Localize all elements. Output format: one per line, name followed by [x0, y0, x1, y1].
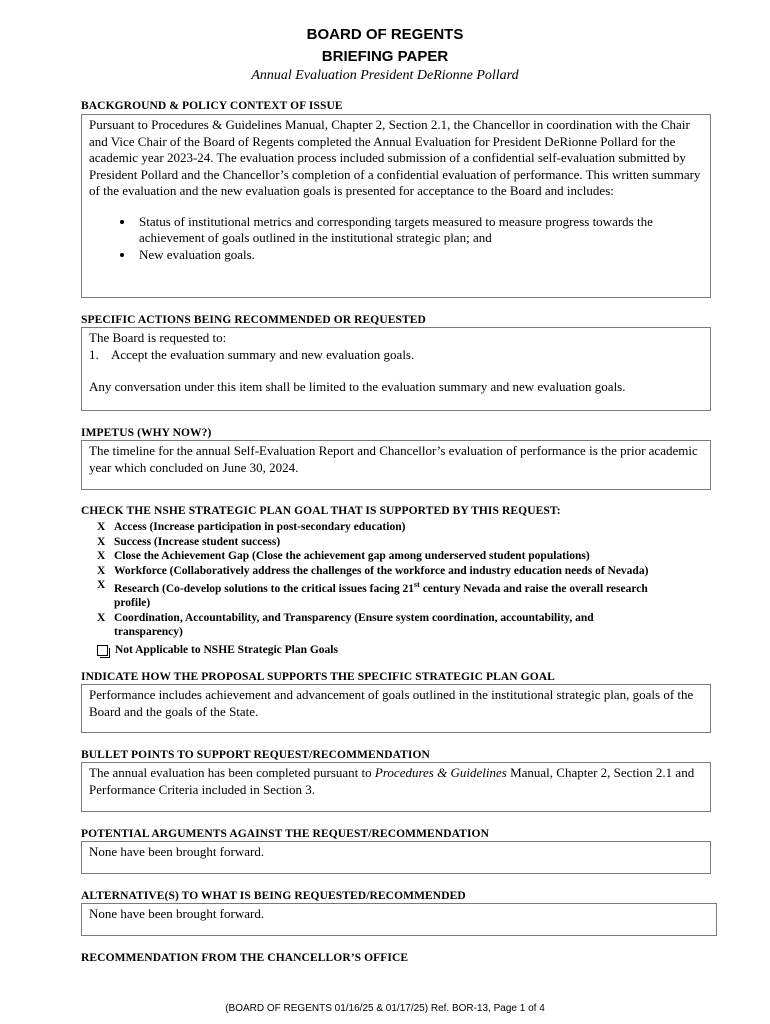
goal-check-mark: X: [97, 611, 106, 624]
item-text: Accept the evaluation summary and new evaluation goals.: [111, 346, 415, 362]
actions-intro: The Board is requested to:: [89, 330, 227, 345]
alternatives-heading: ALTERNATIVE(S) TO WHAT IS BEING REQUESTED/RECOMMENDED: [81, 890, 466, 902]
goal-not-applicable: Not Applicable to NSHE Strategic Plan Goals: [97, 643, 717, 658]
goal-research: X Research (Co-develop solutions to the critical issues facing 21st century Nevada and raise the overall research profile): [97, 579, 648, 610]
background-heading: BACKGROUND & POLICY CONTEXT OF ISSUE: [81, 100, 343, 112]
bullet-item: • Status of institutional metrics and corresponding targets measured to measure progress towards the achievement of goals outlined in the institutional strategic plan; and: [135, 214, 703, 247]
goal-check-mark: X: [97, 550, 106, 562]
goal-workforce: X Workforce (Collaboratively address the challenges of the workforce and industry education needs of Nevada): [97, 564, 649, 577]
background-paragraph: Pursuant to Procedures & Guidelines Manual, Chapter 2, Section 2.1, the Chancellor in coordination with the Chair and Vice Chair of the Board of Regents completed the Annual Evaluation for President DeRionne Pollard for the academic year 2023-24. The evaluation process included submission of a confidential self-evaluation submitted by President Pollard and the Chancellor’s completion of a confidential evaluation of performance. This written summary of the evaluation and the new evaluation goals is presented for acceptance to the Board and includes:: [89, 117, 701, 198]
alternatives-box: [81, 903, 717, 936]
arguments-text: None have been brought forward.: [89, 844, 265, 859]
page-footer: (BOARD OF REGENTS 01/16/25 & 01/17/25) Ref. BOR-13, Page 1 of 4: [225, 1003, 545, 1014]
arguments-box: [81, 841, 711, 874]
actions-heading: SPECIFIC ACTIONS BEING RECOMMENDED OR REQUESTED: [81, 314, 426, 326]
actions-item: [89, 347, 703, 364]
strategic-goals-list: [97, 520, 717, 657]
goal-success: X Success (Increase student success): [97, 535, 281, 548]
bullet-item: • New evaluation goals.: [135, 247, 703, 264]
goal-check-mark: X: [97, 579, 106, 591]
background-bullet-list: [89, 214, 703, 264]
bullet-points-heading: BULLET POINTS TO SUPPORT REQUEST/RECOMMENDATION: [81, 749, 430, 761]
goal-check-mark: X: [97, 564, 106, 577]
goal-access: X Access (Increase participation in post-secondary education): [97, 521, 406, 533]
impetus-heading: IMPETUS (WHY NOW?): [81, 427, 212, 439]
impetus-text: The timeline for the annual Self-Evaluation Report and Chancellor’s evaluation of performance is the prior academic year which concluded on June 30, 2024.: [89, 443, 698, 475]
document-title: BOARD OF REGENTS: [306, 26, 464, 43]
document-subtitle: Annual Evaluation President DeRionne Pollard: [251, 68, 519, 83]
supports-box: [81, 684, 711, 733]
supports-heading: INDICATE HOW THE PROPOSAL SUPPORTS THE SPECIFIC STRATEGIC PLAN GOAL: [81, 671, 555, 683]
supports-text: Performance includes achievement and advancement of goals outlined in the institutional strategic plan, goals of the Board and the goals of the State.: [89, 687, 694, 719]
alternatives-text: None have been brought forward.: [89, 906, 265, 921]
actions-note: Any conversation under this item shall be limited to the evaluation summary and new evaluation goals.: [89, 379, 626, 394]
strategic-goals-heading: CHECK THE NSHE STRATEGIC PLAN GOAL THAT IS SUPPORTED BY THIS REQUEST:: [81, 505, 561, 517]
document-type: BRIEFING PAPER: [321, 48, 449, 65]
item-number: 1.: [89, 346, 99, 362]
goal-achievement-gap: X Close the Achievement Gap (Close the achievement gap among underserved student populations): [97, 550, 590, 562]
background-box: [81, 114, 711, 298]
bullet-points-text: The annual evaluation has been completed pursuant to Procedures & Guidelines Manual, Chapter 2, Section 2.1 and Performance Criteria included in Section 3.: [89, 765, 695, 797]
goal-check-mark: X: [97, 535, 106, 548]
actions-box: [81, 327, 711, 411]
impetus-box: [81, 440, 711, 490]
recommendation-heading: RECOMMENDATION FROM THE CHANCELLOR’S OFFICE: [81, 952, 409, 964]
goal-check-mark: X: [97, 521, 106, 533]
goal-coordination: X Coordination, Accountability, and Transparency (Ensure system coordination, accountability, and transparency): [97, 611, 594, 639]
not-applicable-checkbox[interactable]: [97, 645, 108, 656]
arguments-heading: POTENTIAL ARGUMENTS AGAINST THE REQUEST/RECOMMENDATION: [81, 828, 489, 840]
bullet-points-box: [81, 762, 711, 812]
